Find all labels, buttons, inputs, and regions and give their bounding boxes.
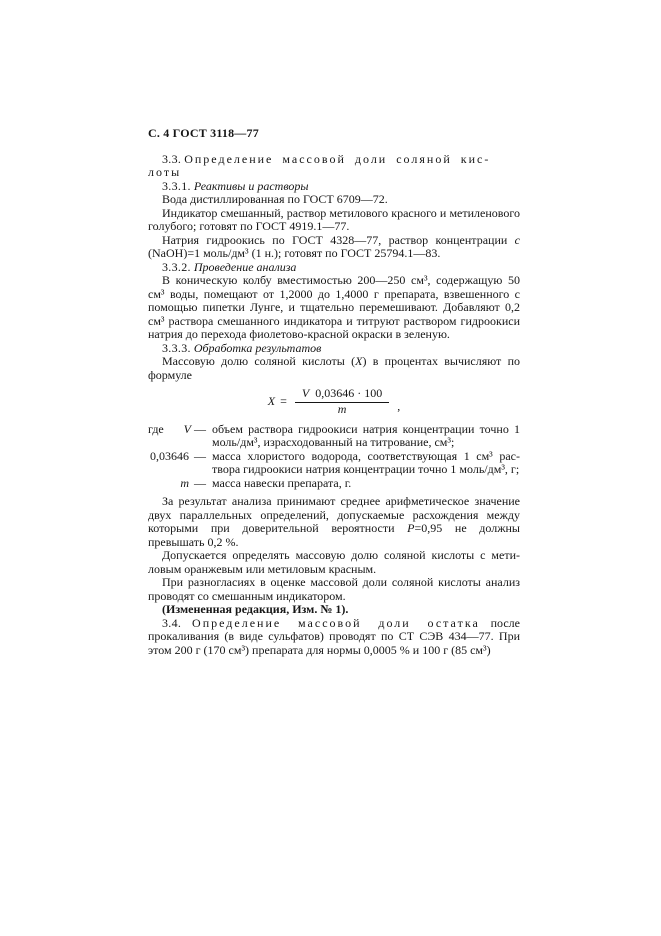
paragraph-allowed-indicators: Допускается определять массовую долю соляной кислоты с метиловым оранжевым или метиловым красным.: [148, 548, 520, 576]
where-desc-v: объем раствора гидроокиси натрия концентрации точно 1 моль/дм³, израсходованный на титрование, см³;: [212, 421, 520, 449]
section-3-4-text: после прокаливания (в виде сульфатов) проводят по СТ СЭВ 434—77. При этом 200 г (170 см³) препарата для нормы 0,0005 % и 100 г (85 см³): [148, 615, 520, 657]
section-3-3-1-heading: [148, 180, 520, 194]
section-3-3-1-number: 3.3.1.: [162, 178, 191, 193]
section-3-3-2-title: Проведение анализа: [193, 259, 297, 274]
page-content: [148, 127, 520, 657]
where-term-constant: [148, 450, 206, 477]
section-3-3-2-heading: [148, 261, 520, 275]
term-constant: 0,03646: [150, 448, 189, 463]
paragraph-indicator: Индикатор смешанный, раствор метилового красного и метиленового голубого; готовят по ГОСТ 4919.1—77.: [148, 205, 520, 233]
paragraph-water: Вода дистиллированная по ГОСТ 6709—72.: [162, 192, 388, 206]
formula: [148, 387, 520, 417]
where-definitions-list: [148, 423, 520, 491]
where-label: где: [148, 421, 164, 436]
paragraph-amended-note: (Измененная редакция, Изм. № 1).: [162, 602, 349, 616]
result-text2: =0,95 не должны превышать 0,2 %.: [148, 521, 520, 549]
paragraph-3-4: [148, 617, 520, 658]
dash: —: [194, 421, 206, 436]
section-3-3-number: 3.3.: [162, 151, 182, 166]
section-3-3-2-number: 3.3.2.: [162, 259, 191, 274]
dash: —: [194, 475, 206, 490]
fraction-numerator: [295, 387, 389, 402]
section-3-3-1-title: Реактивы и растворы: [193, 178, 309, 193]
page-header: С. 4 ГОСТ 3118—77: [148, 126, 259, 140]
section-3-3-3-heading: [148, 342, 520, 356]
intro-text2: ) в процентах вычисляют по формуле: [148, 354, 520, 382]
variable-p: P: [407, 521, 415, 535]
formula-comma: ,: [397, 399, 401, 413]
dash: —: [194, 448, 206, 463]
where-desc-m: масса навески препарата, г.: [212, 475, 352, 490]
variable-x: X: [355, 354, 363, 368]
section-3-3-title-line1: Определение массовой доли соляной кис-: [184, 151, 491, 166]
section-3-3-heading: [148, 153, 520, 180]
paragraph-naoh-text2: (NaOH)=1 моль/дм³ (1 н.); готовят по ГОСТ 25794.1—83.: [148, 246, 441, 260]
section-3-3-3-title: Обработка результатов: [193, 340, 322, 355]
equals-sign: =: [280, 394, 287, 408]
section-3-4-number: 3.4.: [162, 615, 182, 630]
term-v: [184, 423, 206, 450]
section-3-3-title-line2: лоты: [148, 165, 182, 179]
where-term-v: [148, 423, 206, 450]
paragraph-mass-fraction-intro: [148, 355, 520, 382]
paragraph-analysis: В коническую колбу вместимостью 200—250 см³, содержащую 50 см³ воды, помещают от 1,2000 до 1,4000 г препарата, взвешенного с помощью пипетки Лунге, и тщательно перемешивают. Добавляют 0,2 см³ раствора смешанного индикатора и титруют раствором гидроокиси натрия до перехода фиолетово-красной окраски в зеленую.: [148, 273, 520, 341]
where-desc-constant: масса хлористого водорода, соответствующая 1 см³ раствора гидроокиси натрия концентрации точно 1 моль/дм³, г;: [212, 448, 520, 476]
fraction: [295, 387, 389, 417]
paragraph-disagreement: При разногласиях в оценке массовой доли соляной кислоты анализ проводят со смешанным индикатором.: [148, 575, 520, 603]
formula-lhs: X: [267, 394, 276, 408]
concentration-symbol: c: [514, 232, 520, 247]
variable-v: V: [183, 421, 191, 436]
where-term-m: [148, 477, 206, 491]
variable-v: V: [301, 386, 310, 400]
paragraph-result: [148, 495, 520, 549]
section-3-4-title: Определение массовой доли остатка: [192, 615, 480, 630]
result-text1: За результат анализа принимают среднее арифметическое значение двух параллельных определений, допускаемые расхождения между которыми при доверительной вероятности: [148, 494, 520, 535]
intro-text1: Массовую долю соляной кислоты (: [162, 354, 356, 368]
fraction-denominator: m: [295, 402, 389, 417]
paragraph-naoh-text1: Натрия гидроокись по ГОСТ 4328—77, раствор концентрации: [162, 232, 515, 247]
paragraph-naoh: [148, 234, 520, 261]
variable-m: m: [180, 475, 189, 490]
numerator-constants: 0,03646 · 100: [315, 386, 383, 400]
section-3-3-3-number: 3.3.3.: [162, 340, 191, 355]
section-3-3-heading-line1: [148, 153, 520, 167]
